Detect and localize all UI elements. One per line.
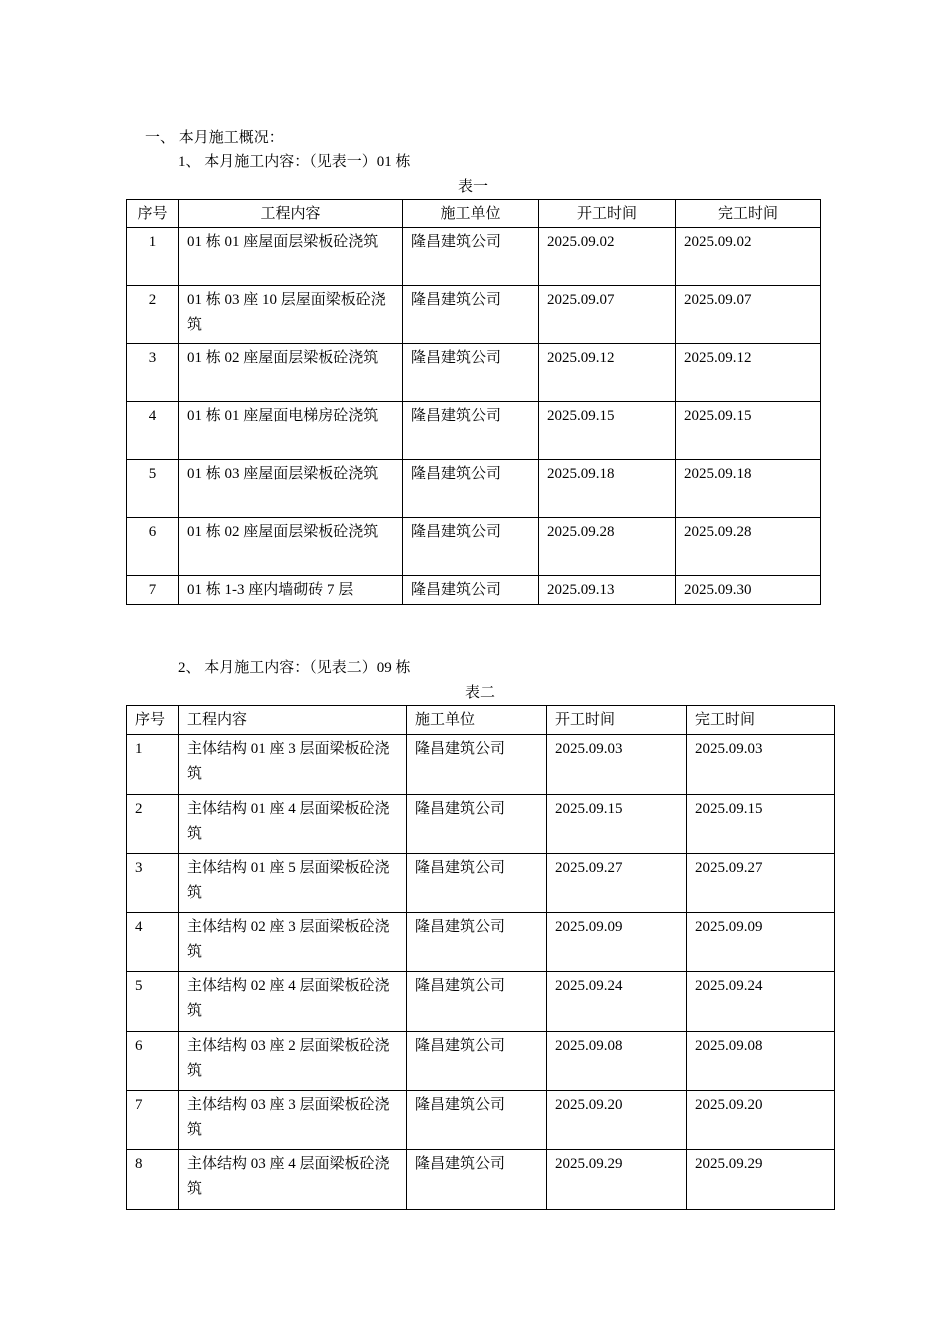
cell-unit: 隆昌建筑公司 [403, 576, 539, 605]
cell-end-date: 2025.09.30 [676, 576, 821, 605]
cell-unit: 隆昌建筑公司 [407, 735, 547, 795]
cell-unit: 隆昌建筑公司 [403, 286, 539, 344]
cell-content: 01 栋 02 座屋面层梁板砼浇筑 [179, 344, 403, 402]
part2-heading: 2、 本月施工内容：（见表二）09 栋 [178, 660, 411, 676]
cell-start-date: 2025.09.15 [539, 402, 676, 460]
header-unit: 施工单位 [407, 706, 547, 735]
cell-seq: 1 [127, 228, 179, 286]
cell-seq: 7 [127, 1091, 179, 1150]
cell-start-date: 2025.09.13 [539, 576, 676, 605]
cell-unit: 隆昌建筑公司 [407, 1150, 547, 1210]
table-two [126, 705, 835, 1210]
cell-seq: 2 [127, 795, 179, 854]
cell-seq: 4 [127, 402, 179, 460]
header-row [127, 706, 835, 735]
table-row [127, 286, 821, 344]
cell-seq: 1 [127, 735, 179, 795]
header-start-date: 开工时间 [547, 706, 687, 735]
cell-seq: 8 [127, 1150, 179, 1210]
header-seq: 序号 [127, 200, 179, 228]
header-end-date: 完工时间 [676, 200, 821, 228]
cell-unit: 隆昌建筑公司 [403, 460, 539, 518]
header-end-date: 完工时间 [687, 706, 835, 735]
cell-start-date: 2025.09.02 [539, 228, 676, 286]
header-start-date: 开工时间 [539, 200, 676, 228]
cell-content: 主体结构 01 座 3 层面梁板砼浇筑 [179, 735, 407, 795]
cell-seq: 3 [127, 854, 179, 913]
table-row [127, 402, 821, 460]
cell-unit: 隆昌建筑公司 [407, 972, 547, 1032]
table2-caption: 表二 [464, 685, 495, 701]
cell-unit: 隆昌建筑公司 [407, 1091, 547, 1150]
cell-content: 01 栋 01 座屋面电梯房砼浇筑 [179, 402, 403, 460]
cell-end-date: 2025.09.07 [676, 286, 821, 344]
cell-end-date: 2025.09.29 [687, 1150, 835, 1210]
cell-seq: 3 [127, 344, 179, 402]
cell-end-date: 2025.09.20 [687, 1091, 835, 1150]
cell-unit: 隆昌建筑公司 [407, 795, 547, 854]
cell-end-date: 2025.09.08 [687, 1032, 835, 1091]
cell-start-date: 2025.09.18 [539, 460, 676, 518]
cell-content: 主体结构 03 座 2 层面梁板砼浇筑 [179, 1032, 407, 1091]
cell-start-date: 2025.09.08 [547, 1032, 687, 1091]
cell-start-date: 2025.09.24 [547, 972, 687, 1032]
cell-end-date: 2025.09.24 [687, 972, 835, 1032]
table-row [127, 518, 821, 576]
table1-caption: 表一 [457, 179, 488, 195]
cell-start-date: 2025.09.03 [547, 735, 687, 795]
table-row [127, 576, 821, 605]
cell-unit: 隆昌建筑公司 [403, 402, 539, 460]
table-row [127, 1091, 835, 1150]
cell-end-date: 2025.09.27 [687, 854, 835, 913]
cell-seq: 7 [127, 576, 179, 605]
cell-seq: 2 [127, 286, 179, 344]
cell-content: 01 栋 02 座屋面层梁板砼浇筑 [179, 518, 403, 576]
cell-content: 01 栋 03 座 10 层屋面梁板砼浇筑 [179, 286, 403, 344]
cell-content: 01 栋 03 座屋面层梁板砼浇筑 [179, 460, 403, 518]
cell-seq: 6 [127, 518, 179, 576]
table-row [127, 854, 835, 913]
cell-start-date: 2025.09.12 [539, 344, 676, 402]
cell-end-date: 2025.09.03 [687, 735, 835, 795]
cell-end-date: 2025.09.15 [676, 402, 821, 460]
cell-content: 01 栋 1-3 座内墙砌砖 7 层 [179, 576, 403, 605]
table-row [127, 1032, 835, 1091]
cell-content: 主体结构 01 座 4 层面梁板砼浇筑 [179, 795, 407, 854]
header-content: 工程内容 [179, 200, 403, 228]
cell-content: 01 栋 01 座屋面层梁板砼浇筑 [179, 228, 403, 286]
table-row [127, 972, 835, 1032]
cell-unit: 隆昌建筑公司 [403, 228, 539, 286]
cell-end-date: 2025.09.12 [676, 344, 821, 402]
table-row [127, 344, 821, 402]
cell-end-date: 2025.09.09 [687, 913, 835, 972]
table-row [127, 795, 835, 854]
part1-heading: 1、 本月施工内容：（见表一）01 栋 [178, 154, 411, 170]
table-row [127, 1150, 835, 1210]
header-seq: 序号 [127, 706, 179, 735]
table-row [127, 228, 821, 286]
cell-start-date: 2025.09.07 [539, 286, 676, 344]
cell-end-date: 2025.09.15 [687, 795, 835, 854]
header-unit: 施工单位 [403, 200, 539, 228]
cell-end-date: 2025.09.02 [676, 228, 821, 286]
cell-start-date: 2025.09.15 [547, 795, 687, 854]
cell-unit: 隆昌建筑公司 [407, 1032, 547, 1091]
cell-end-date: 2025.09.28 [676, 518, 821, 576]
section-heading: 一、 本月施工概况： [145, 130, 284, 146]
cell-end-date: 2025.09.18 [676, 460, 821, 518]
cell-content: 主体结构 02 座 3 层面梁板砼浇筑 [179, 913, 407, 972]
cell-start-date: 2025.09.29 [547, 1150, 687, 1210]
cell-unit: 隆昌建筑公司 [403, 344, 539, 402]
cell-start-date: 2025.09.28 [539, 518, 676, 576]
cell-start-date: 2025.09.20 [547, 1091, 687, 1150]
cell-seq: 5 [127, 460, 179, 518]
table-row [127, 460, 821, 518]
cell-unit: 隆昌建筑公司 [403, 518, 539, 576]
cell-unit: 隆昌建筑公司 [407, 854, 547, 913]
header-row [127, 200, 821, 228]
cell-content: 主体结构 01 座 5 层面梁板砼浇筑 [179, 854, 407, 913]
cell-content: 主体结构 03 座 3 层面梁板砼浇筑 [179, 1091, 407, 1150]
cell-content: 主体结构 02 座 4 层面梁板砼浇筑 [179, 972, 407, 1032]
cell-seq: 5 [127, 972, 179, 1032]
table-row [127, 735, 835, 795]
cell-unit: 隆昌建筑公司 [407, 913, 547, 972]
table-row [127, 913, 835, 972]
header-content: 工程内容 [179, 706, 407, 735]
cell-seq: 4 [127, 913, 179, 972]
cell-seq: 6 [127, 1032, 179, 1091]
cell-start-date: 2025.09.09 [547, 913, 687, 972]
table-one [126, 199, 821, 605]
cell-content: 主体结构 03 座 4 层面梁板砼浇筑 [179, 1150, 407, 1210]
cell-start-date: 2025.09.27 [547, 854, 687, 913]
